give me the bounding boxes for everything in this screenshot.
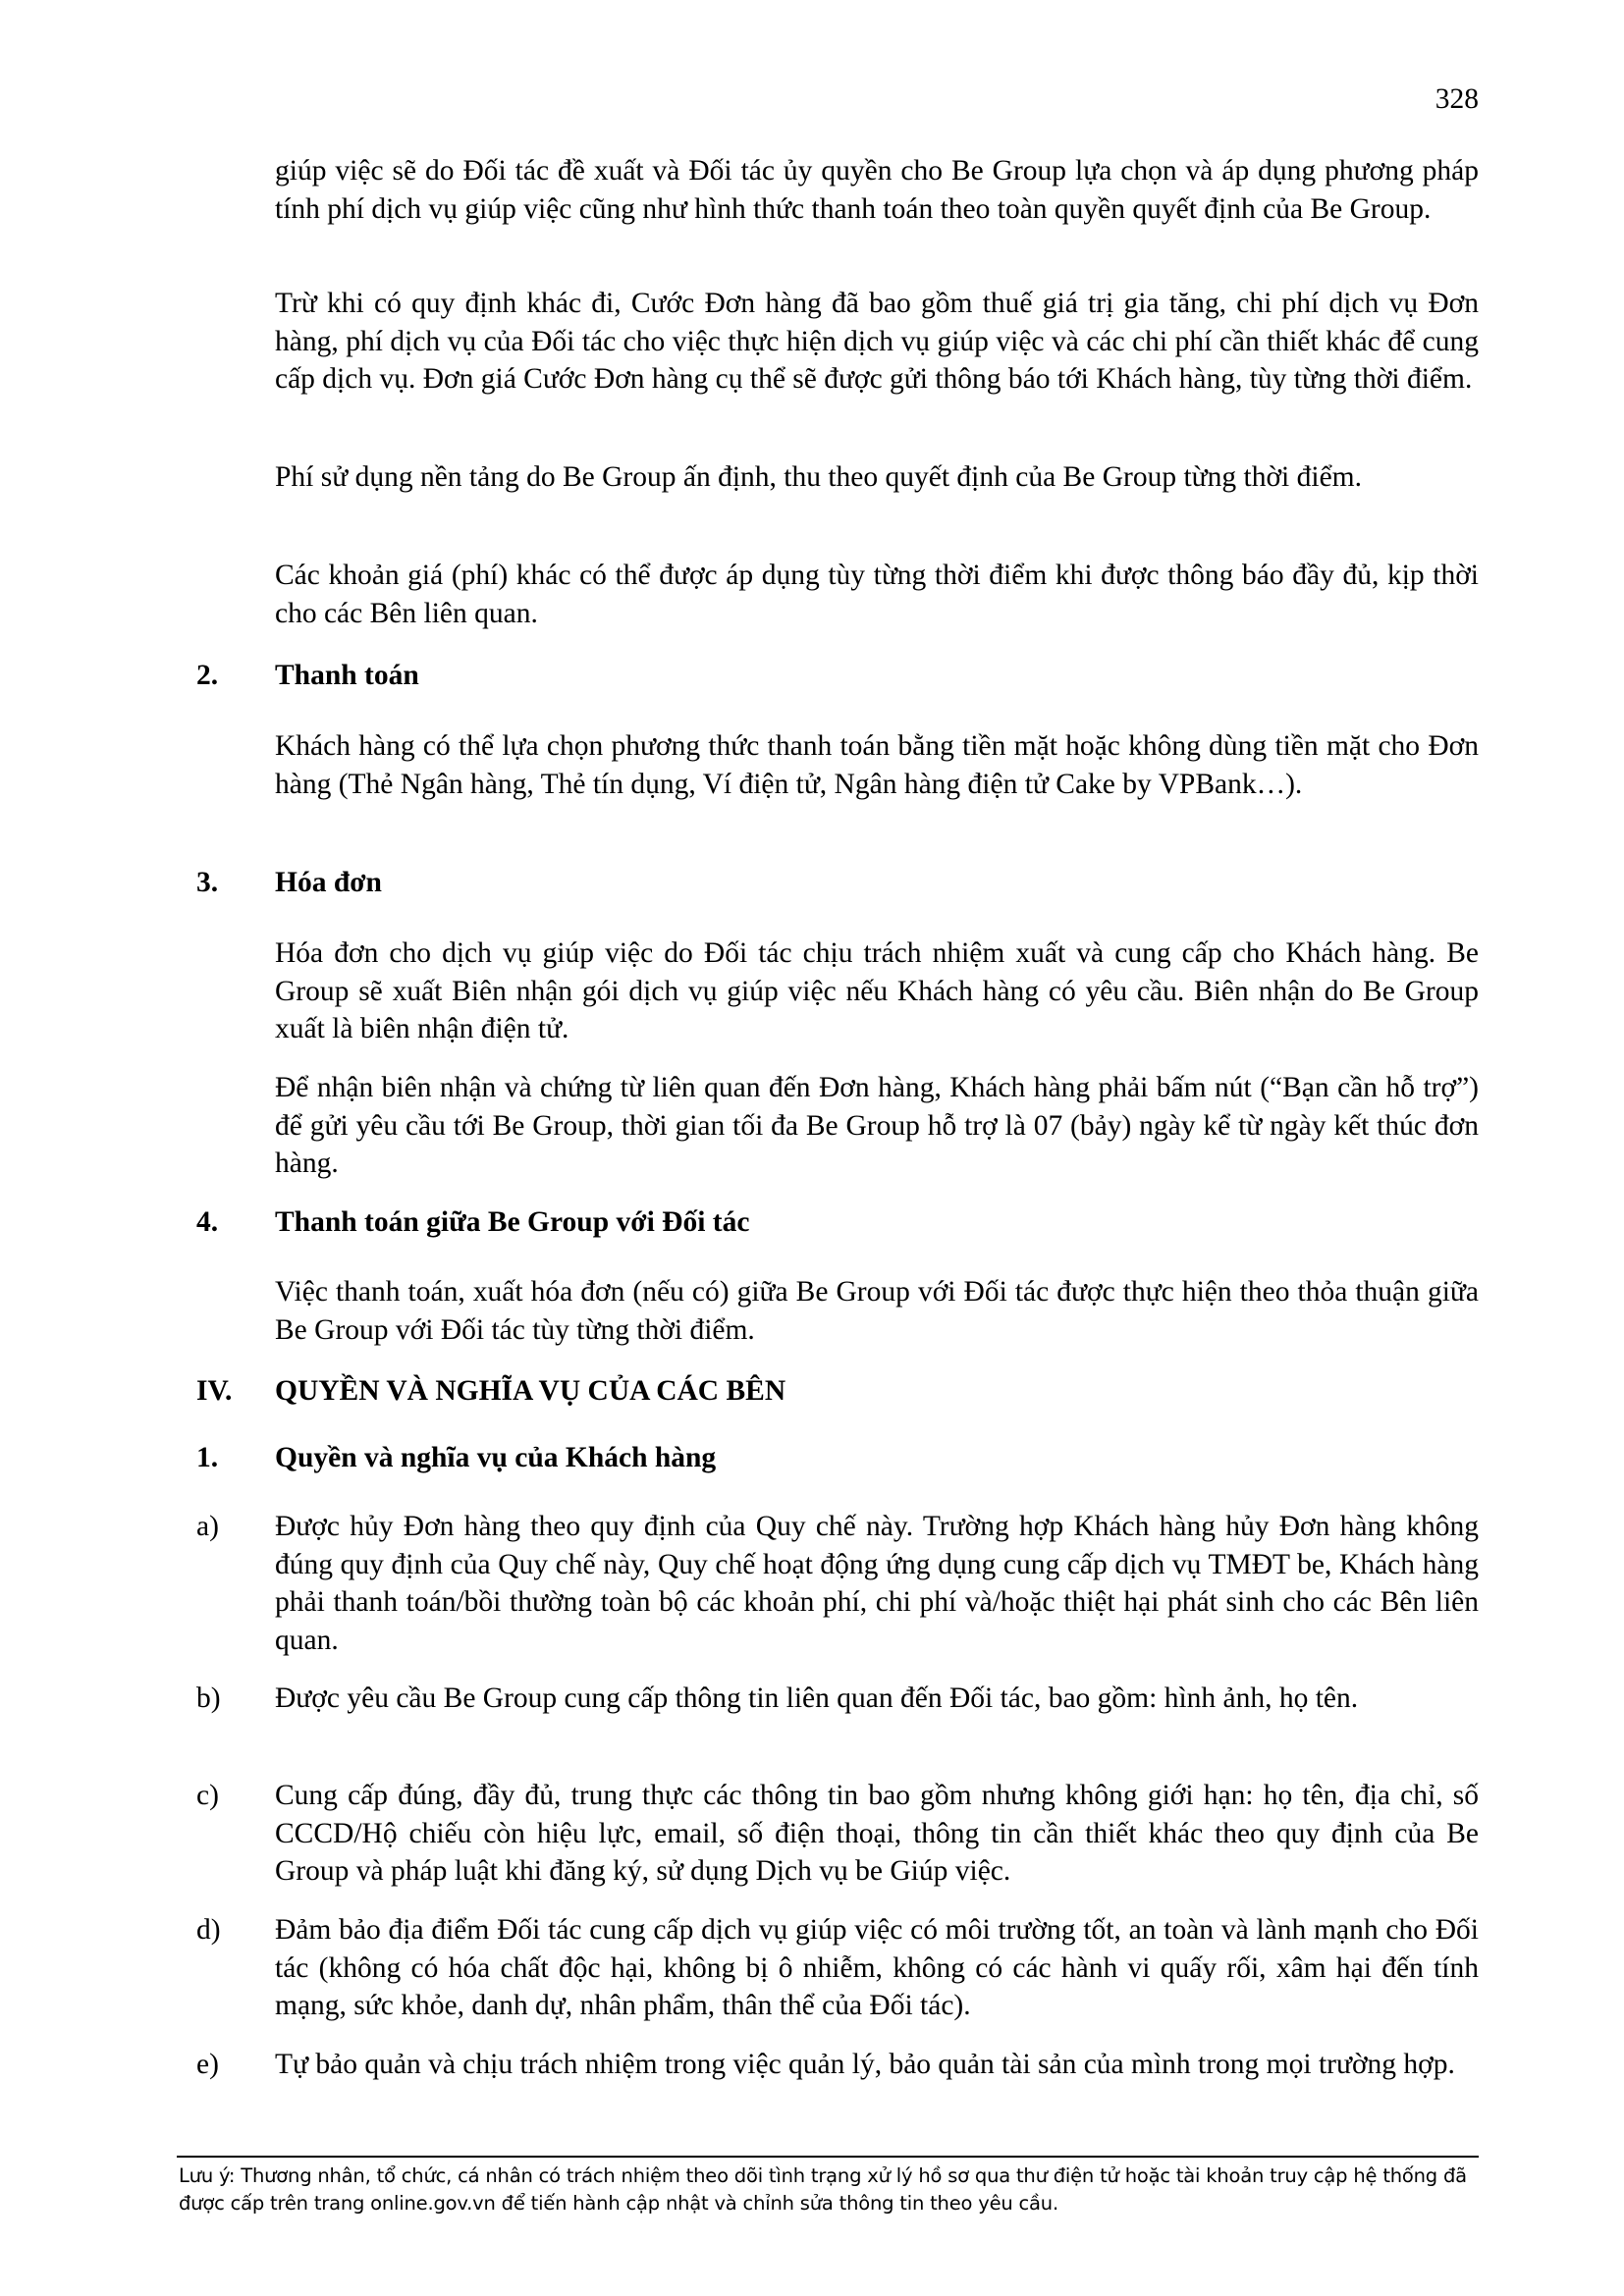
paragraph-platform-fee: Phí sử dụng nền tảng do Be Group ấn định, thu theo quyết định của Be Group từng thời điểm. — [275, 461, 1362, 493]
list-item-text: Được yêu cầu Be Group cung cấp thông tin liên quan đến Đối tác, bao gồm: hình ảnh, họ tên. — [275, 1682, 1359, 1714]
section-number: 2. — [196, 660, 219, 691]
paragraph-invoice-issuance: Hóa đơn cho dịch vụ giúp việc do Đối tác chịu trách nhiệm xuất và cung cấp cho Khách hàng. Be Group sẽ xuất Biên nhận gói dịch vụ giúp việc nếu Khách hàng có yêu cầu. Biên nhận do Be Group xuất là biên nhận điện tử. — [275, 937, 1479, 1044]
paragraph-other-fees: Các khoản giá (phí) khác có thể được áp dụng tùy từng thời điểm khi được thông báo đầy đủ, kịp thời cho các Bên liên quan. — [275, 560, 1479, 629]
subsection-number: 1. — [196, 1442, 219, 1473]
paragraph-partner-settlement: Việc thanh toán, xuất hóa đơn (nếu có) giữa Be Group với Đối tác được thực hiện theo thỏa thuận giữa Be Group với Đối tác tùy từng thời điểm. — [275, 1276, 1479, 1346]
paragraph-payment-methods: Khách hàng có thể lựa chọn phương thức thanh toán bằng tiền mặt hoặc không dùng tiền mặt cho Đơn hàng (Thẻ Ngân hàng, Thẻ tín dụng, Ví điện tử, Ngân hàng điện tử Cake by VPBank…). — [275, 730, 1479, 800]
list-item-label: a) — [196, 1511, 219, 1542]
section-title: Thanh toán giữa Be Group với Đối tác — [275, 1206, 750, 1238]
section-title: Hóa đơn — [275, 867, 382, 898]
chapter-title: QUYỀN VÀ NGHĨA VỤ CỦA CÁC BÊN — [275, 1375, 786, 1407]
subsection-title: Quyền và nghĩa vụ của Khách hàng — [275, 1442, 717, 1473]
chapter-number: IV. — [196, 1375, 233, 1407]
footnote-divider — [177, 2156, 1479, 2158]
paragraph-receipt-request: Để nhận biên nhận và chứng từ liên quan đến Đơn hàng, Khách hàng phải bấm nút (“Bạn cần hỗ trợ”) để gửi yêu cầu tới Be Group, thời gian tối đa Be Group hỗ trợ là 07 (bảy) ngày kể từ ngày kết thúc đơn hàng. — [275, 1072, 1479, 1179]
list-item-label: e) — [196, 2049, 219, 2080]
paragraph-order-fare: Trừ khi có quy định khác đi, Cước Đơn hàng đã bao gồm thuế giá trị gia tăng, chi phí dịch vụ Đơn hàng, phí dịch vụ của Đối tác cho việc thực hiện dịch vụ giúp việc và các chi phí cần thiết khác để cung cấp dịch vụ. Đơn giá Cước Đơn hàng cụ thể sẽ được gửi thông báo tới Khách hàng, tùy từng thời điểm. — [275, 288, 1479, 395]
section-number: 4. — [196, 1206, 219, 1238]
list-item-text: Được hủy Đơn hàng theo quy định của Quy chế này. Trường hợp Khách hàng hủy Đơn hàng không đúng quy định của Quy chế này, Quy chế hoạt động ứng dụng cung cấp dịch vụ TMĐT be, Khách hàng phải thanh toán/bồi thường toàn bộ các khoản phí, chi phí và/hoặc thiệt hại phát sinh cho các Bên liên quan. — [275, 1511, 1479, 1656]
paragraph-service-fee-method: giúp việc sẽ do Đối tác đề xuất và Đối tác ủy quyền cho Be Group lựa chọn và áp dụng phương pháp tính phí dịch vụ giúp việc cũng như hình thức thanh toán theo toàn quyền quyết định của Be Group. — [275, 155, 1479, 225]
list-item-text: Tự bảo quản và chịu trách nhiệm trong việc quản lý, bảo quản tài sản của mình trong mọi trường hợp. — [275, 2049, 1455, 2080]
list-item-label: b) — [196, 1682, 221, 1714]
list-item-text: Đảm bảo địa điểm Đối tác cung cấp dịch vụ giúp việc có môi trường tốt, an toàn và lành mạnh cho Đối tác (không có hóa chất độc hại, không bị ô nhiễm, không có các hành vi quấy rối, xâm hại đến tính mạng, sức khỏe, danh dự, nhân phẩm, thân thể của Đối tác). — [275, 1914, 1479, 2021]
section-title: Thanh toán — [275, 660, 419, 691]
page-number: 328 — [1435, 83, 1479, 115]
footnote: Lưu ý: Thương nhân, tổ chức, cá nhân có trách nhiệm theo dõi tình trạng xử lý hồ sơ qua thư điện tử hoặc tài khoản truy cập hệ thống đã được cấp trên trang online.gov.vn để tiến hành cập nhật và chỉnh sửa thông tin theo yêu cầu. — [179, 2164, 1467, 2215]
list-item-text: Cung cấp đúng, đầy đủ, trung thực các thông tin bao gồm nhưng không giới hạn: họ tên, địa chỉ, số CCCD/Hộ chiếu còn hiệu lực, email, số điện thoại, thông tin cần thiết khác theo quy định của Be Group và pháp luật khi đăng ký, sử dụng Dịch vụ be Giúp việc. — [275, 1780, 1479, 1887]
section-number: 3. — [196, 867, 219, 898]
list-item-label: c) — [196, 1780, 219, 1811]
list-item-label: d) — [196, 1914, 221, 1946]
